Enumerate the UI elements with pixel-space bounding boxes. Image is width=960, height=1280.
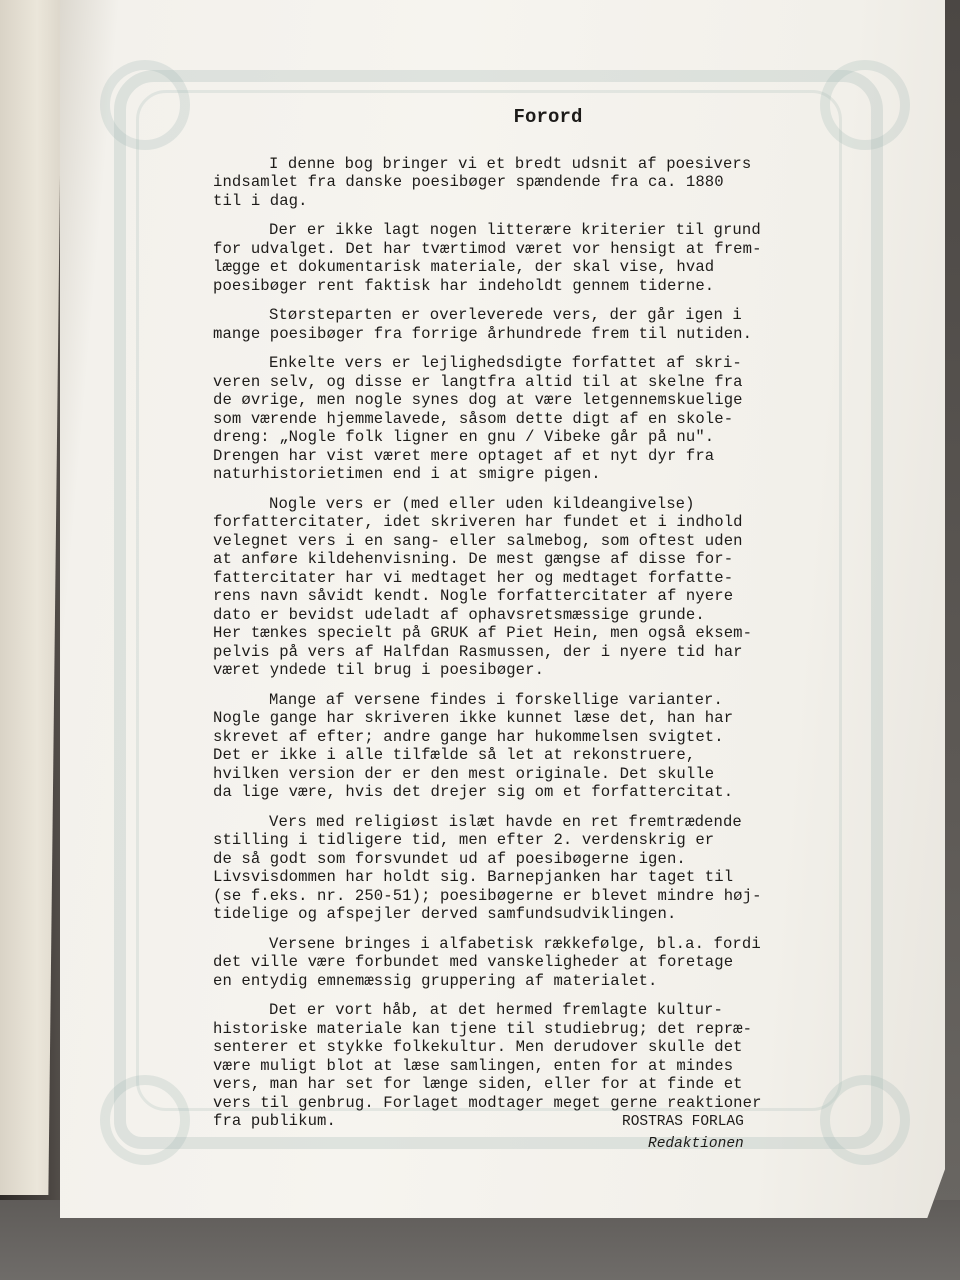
text-line: pelvis på vers af Halfdan Rasmussen, der i nyere tid har: [213, 642, 743, 661]
text-line: til i dag.: [213, 191, 308, 210]
paragraph-list: [213, 155, 863, 1131]
text-line: Det er vort håb, at det hermed fremlagte kultur-: [269, 1001, 723, 1019]
text-line: for udvalget. Det har tværtimod været vor hensigt at frem-: [213, 239, 762, 258]
text-line: fattercitater har vi medtaget her og medtaget forfatte-: [213, 568, 734, 587]
text-line: naturhistorietimen end i at smigre pigen.: [213, 465, 601, 483]
text-line: Det er ikke i alle tilfælde så let at rekonstruere,: [213, 746, 696, 764]
signature: [622, 1114, 744, 1152]
text-line: Drengen har vist været mere optaget af et nyt dyr fra: [213, 446, 715, 465]
text-line: Vers med religiøst islæt havde en ret fremtrædende: [269, 812, 742, 831]
paragraph: [213, 495, 863, 680]
frame-ornament-bottom-left: [100, 1075, 190, 1165]
paragraph: [213, 691, 863, 802]
text-line: Her tænkes specielt på GRUK af Piet Hein, men også eksem-: [213, 624, 753, 642]
department-name: Redaktionen: [648, 1136, 744, 1152]
paragraph: [213, 221, 863, 295]
text-line: som værende hjemmelavede, såsom dette digt af en skole-: [213, 409, 734, 428]
text-line: Nogle vers er (med eller uden kildeangivelse): [269, 494, 695, 513]
paragraph: [213, 1001, 863, 1131]
text-line: Livsvisdommen har holdt sig. Barnepjanken har taget til: [213, 868, 734, 886]
text-line: en entydig emnemæssig gruppering af materialet.: [213, 971, 658, 990]
text-line: dato er bevidst udeladt af ophavsretsmæssige grunde.: [213, 605, 705, 624]
text-line: tidelige og afspejler derved samfundsudviklingen.: [213, 905, 677, 923]
text-line: lægge et dokumentarisk materiale, der skal vise, hvad: [213, 258, 715, 276]
text-line: senterer et stykke folkekultur. Men derudover skulle det: [213, 1038, 743, 1056]
text-line: rens navn såvidt kendt. Nogle forfattercitater af nyere: [213, 587, 734, 605]
text-line: de så godt som forsvundet ud af poesibøgerne igen.: [213, 849, 686, 868]
text-line: Nogle gange har skriveren ikke kunnet læse det, han har: [213, 709, 734, 727]
text-line: de øvrige, men nogle synes dog at være letgennemskuelige: [213, 391, 743, 409]
foreword-text: [213, 108, 863, 1142]
text-line: Der er ikke lagt nogen litterære kriterier til grund: [269, 221, 761, 239]
text-line: historiske materiale kan tjene til studiebrug; det repræ-: [213, 1019, 753, 1038]
paragraph: [213, 306, 863, 343]
frame-ornament-top-left: [100, 60, 190, 150]
text-line: veren selv, og disse er langtfra altid til at skelne fra: [213, 372, 743, 391]
paragraph: [213, 935, 863, 991]
text-line: vers, man har set for længe siden, eller for at finde et: [213, 1075, 743, 1093]
text-line: dreng: „Nogle folk ligner en gnu / Vibeke går på nu".: [213, 428, 715, 446]
text-line: været yndede til brug i poesibøger.: [213, 661, 545, 679]
text-line: poesibøger rent faktisk har indeholdt gennem tiderne.: [213, 276, 715, 295]
text-line: vers til genbrug. Forlaget modtager meget gerne reaktioner: [213, 1093, 762, 1112]
text-line: stilling i tidligere tid, men efter 2. verdenskrig er: [213, 831, 715, 849]
text-line: Mange af versene findes i forskellige varianter.: [269, 690, 723, 709]
text-line: (se f.eks. nr. 250-51); poesibøgerne er blevet mindre høj-: [213, 886, 762, 905]
text-line: at anføre kildehenvisning. De mest gængse af disse for-: [213, 550, 734, 568]
paragraph: [213, 354, 863, 484]
page-title: Forord: [513, 106, 583, 128]
text-line: hvilken version der er den mest originale. Det skulle: [213, 764, 715, 783]
paragraph: [213, 155, 863, 211]
text-line: velegnet vers i en sang- eller salmebog, som oftest uden: [213, 531, 743, 550]
text-line: Enkelte vers er lejlighedsdigte forfattet af skri-: [269, 354, 742, 372]
text-line: da lige være, hvis det drejer sig om et forfattercitat.: [213, 783, 734, 801]
text-line: indsamlet fra danske poesibøger spændende fra ca. 1880: [213, 173, 724, 191]
text-line: det ville være forbundet med vanskeligheder at foretage: [213, 953, 734, 971]
paragraph: [213, 813, 863, 924]
publisher-name: ROSTRAS FORLAG: [622, 1114, 744, 1130]
text-line: Versene bringes i alfabetisk rækkefølge, bl.a. fordi: [269, 934, 761, 953]
text-line: fra publikum.: [213, 1112, 336, 1130]
text-line: Størsteparten er overleverede vers, der går igen i: [269, 306, 742, 324]
text-line: mange poesibøger fra forrige århundrede frem til nutiden.: [213, 324, 753, 343]
text-line: forfattercitater, idet skriveren har fundet et i indhold: [213, 513, 743, 531]
text-line: I denne bog bringer vi et bredt udsnit af poesivers: [269, 154, 752, 173]
text-line: skrevet af efter; andre gange har hukommelsen svigtet.: [213, 727, 724, 746]
text-line: være muligt blot at læse samlingen, enten for at mindes: [213, 1056, 734, 1075]
